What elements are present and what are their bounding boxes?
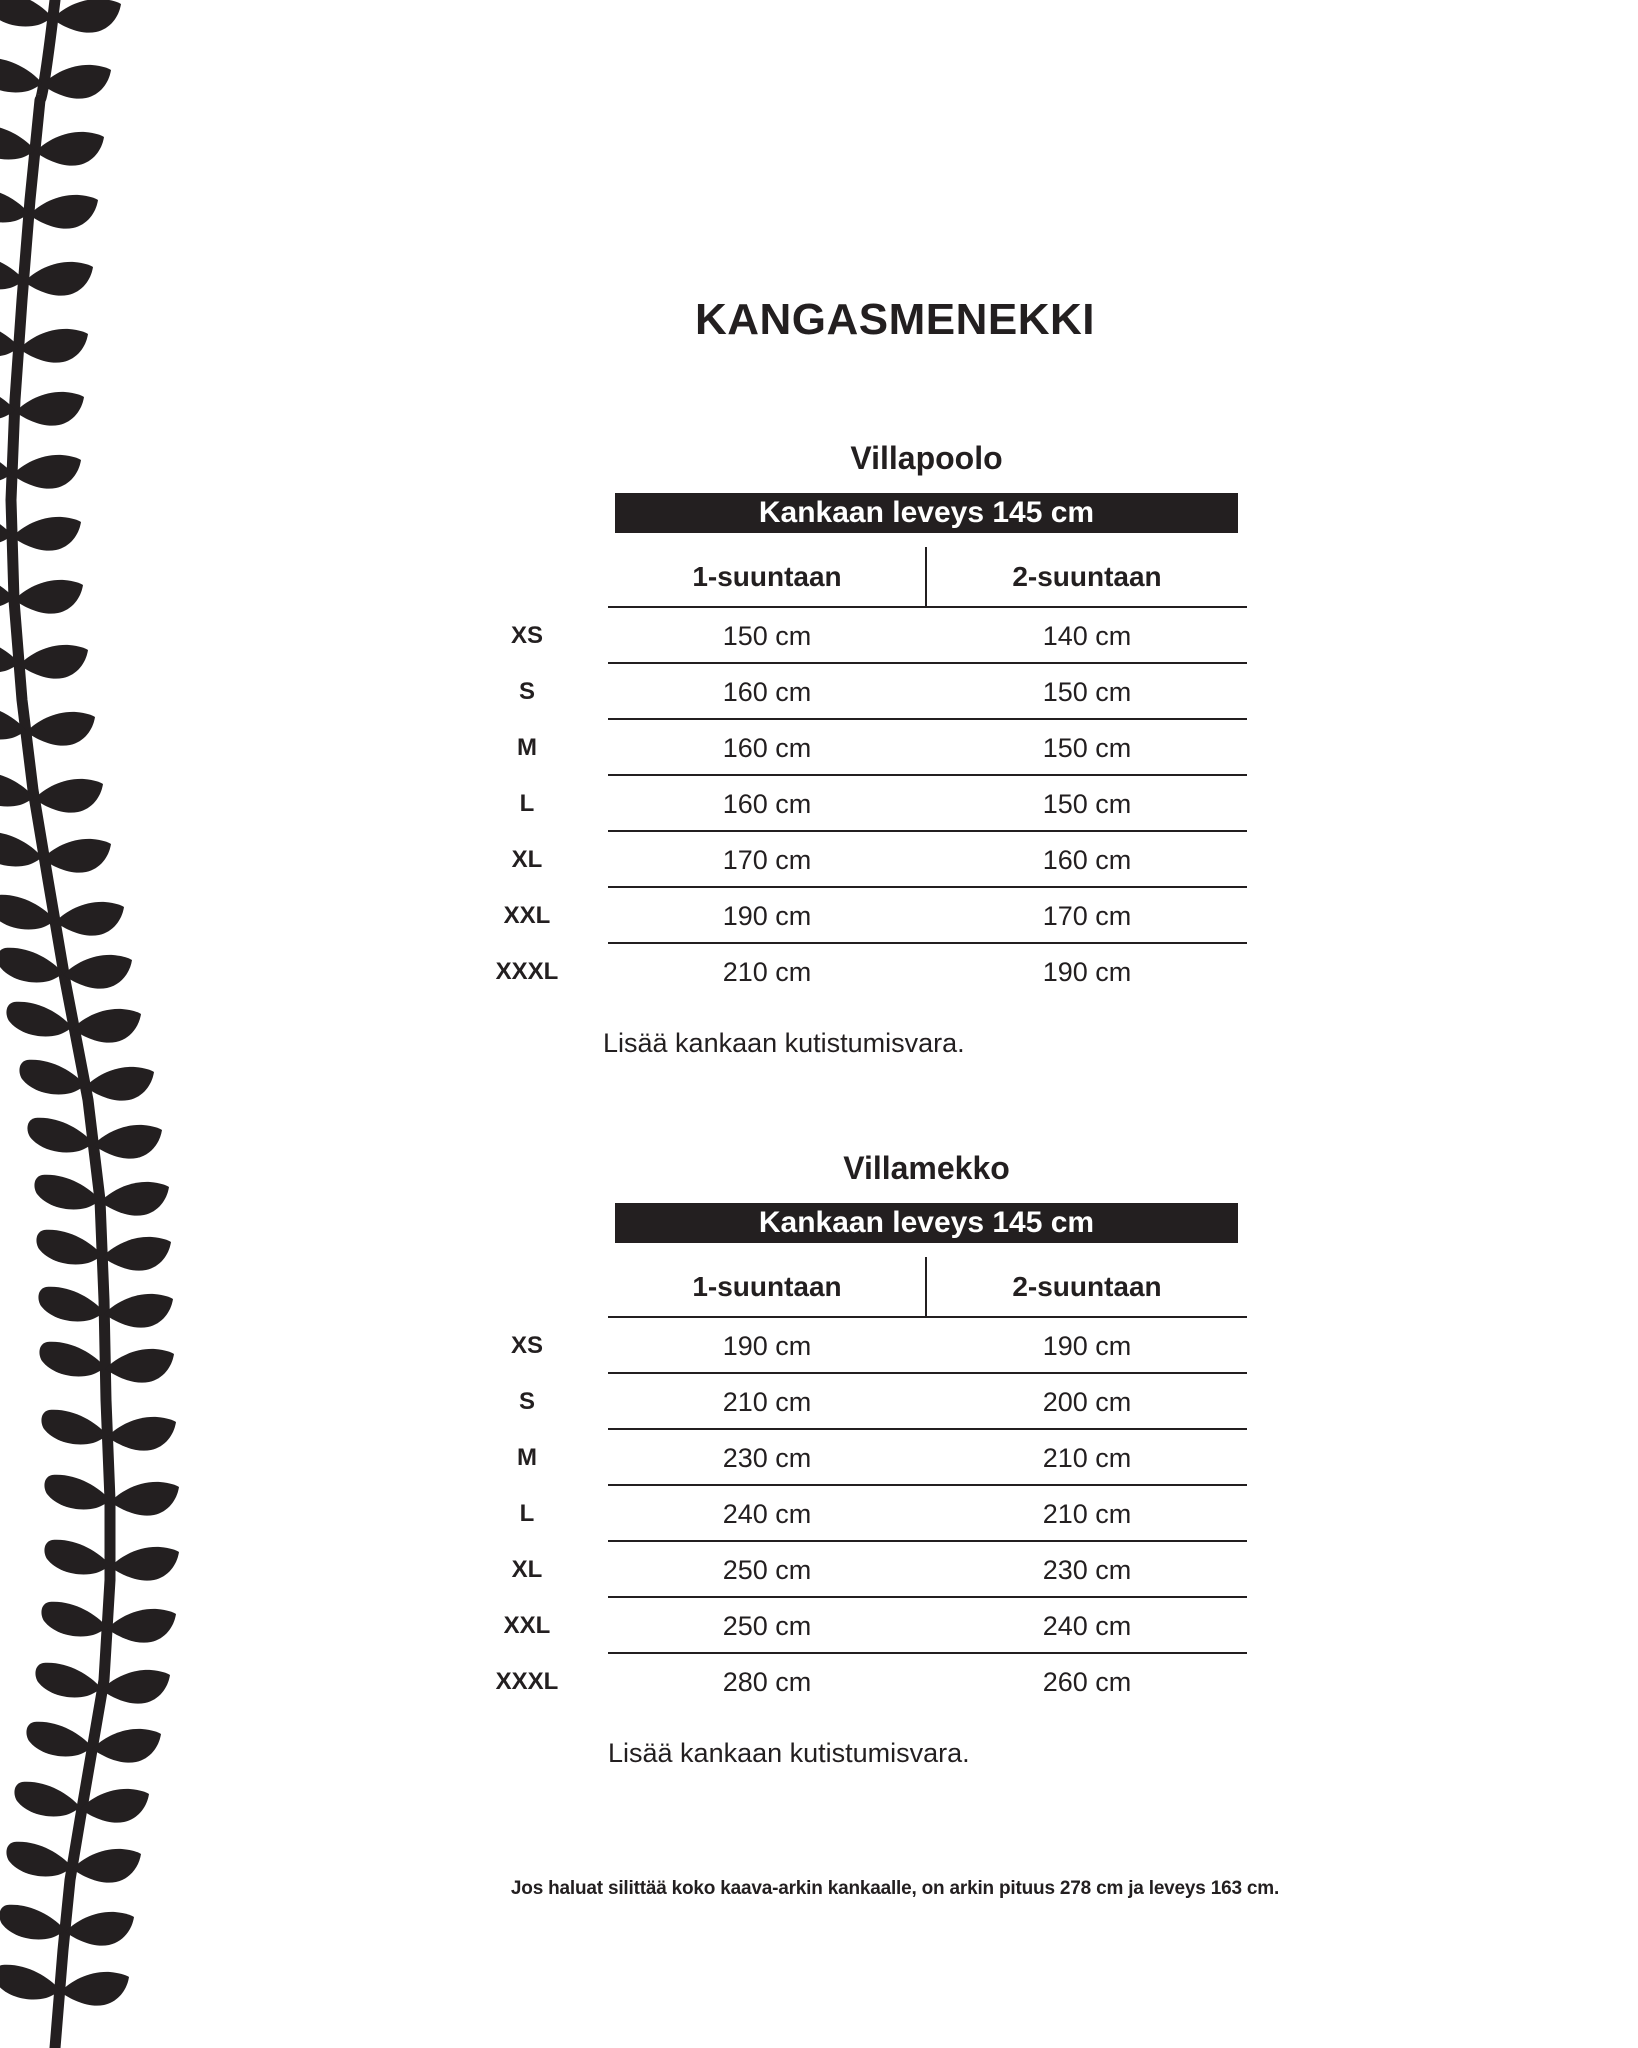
value-1-direction: 170 cm bbox=[722, 845, 812, 875]
value-1-direction: 280 cm bbox=[722, 1667, 812, 1697]
column-header-1-direction: 1-suuntaan bbox=[692, 1271, 842, 1302]
table-title: Villamekko bbox=[843, 1150, 1010, 1186]
column-header-1-direction: 1-suuntaan bbox=[692, 561, 842, 592]
table-row bbox=[480, 1598, 1247, 1654]
size-label: XXL bbox=[503, 902, 551, 929]
table-row bbox=[480, 1430, 1247, 1486]
value-1-direction: 210 cm bbox=[722, 957, 812, 987]
value-2-direction: 210 cm bbox=[1042, 1499, 1132, 1529]
size-label: XXXL bbox=[495, 958, 559, 985]
value-1-direction: 230 cm bbox=[722, 1443, 812, 1473]
value-2-direction: 150 cm bbox=[1042, 733, 1132, 763]
value-1-direction: 190 cm bbox=[722, 901, 812, 931]
table-row bbox=[480, 776, 1247, 832]
value-1-direction: 240 cm bbox=[722, 1499, 812, 1529]
size-label: XXXL bbox=[495, 1668, 559, 1695]
size-label: XXL bbox=[503, 1612, 551, 1639]
value-1-direction: 150 cm bbox=[722, 621, 812, 651]
size-label: L bbox=[519, 1500, 535, 1527]
table-row bbox=[480, 832, 1247, 888]
table-row bbox=[480, 1486, 1247, 1542]
value-2-direction: 150 cm bbox=[1042, 789, 1132, 819]
value-1-direction: 160 cm bbox=[722, 677, 812, 707]
size-label: M bbox=[517, 1444, 537, 1471]
size-label: XL bbox=[511, 846, 543, 873]
size-label: M bbox=[517, 734, 537, 761]
fabric-table-villamekko bbox=[0, 1150, 1638, 1903]
fabric-table-villapoolo bbox=[0, 440, 1638, 1193]
size-label: L bbox=[519, 790, 535, 817]
value-2-direction: 190 cm bbox=[1042, 1331, 1132, 1361]
value-2-direction: 260 cm bbox=[1042, 1667, 1132, 1697]
value-1-direction: 160 cm bbox=[722, 733, 812, 763]
value-1-direction: 210 cm bbox=[722, 1387, 812, 1417]
value-2-direction: 240 cm bbox=[1042, 1611, 1132, 1641]
shrinkage-note: Lisää kankaan kutistumisvara. bbox=[608, 1738, 970, 1768]
table-row bbox=[480, 1318, 1247, 1374]
size-label: XL bbox=[511, 1556, 543, 1583]
table-row bbox=[480, 888, 1247, 944]
column-header-2-direction: 2-suuntaan bbox=[1012, 561, 1162, 592]
table-row bbox=[480, 664, 1247, 720]
value-1-direction: 250 cm bbox=[722, 1611, 812, 1641]
value-2-direction: 210 cm bbox=[1042, 1443, 1132, 1473]
value-2-direction: 140 cm bbox=[1042, 621, 1132, 651]
value-2-direction: 230 cm bbox=[1042, 1555, 1132, 1585]
size-label: XS bbox=[510, 1332, 543, 1359]
table-row bbox=[480, 1654, 1247, 1710]
table-row bbox=[480, 1374, 1247, 1430]
value-1-direction: 250 cm bbox=[722, 1555, 812, 1585]
size-label: S bbox=[518, 1388, 535, 1415]
value-2-direction: 150 cm bbox=[1042, 677, 1132, 707]
table-title: Villapoolo bbox=[850, 440, 1003, 476]
value-2-direction: 160 cm bbox=[1042, 845, 1132, 875]
column-header-2-direction: 2-suuntaan bbox=[1012, 1271, 1162, 1302]
table-row bbox=[480, 944, 1247, 1000]
size-label: XS bbox=[510, 622, 543, 649]
value-2-direction: 170 cm bbox=[1042, 901, 1132, 931]
value-2-direction: 190 cm bbox=[1042, 957, 1132, 987]
shrinkage-note: Lisää kankaan kutistumisvara. bbox=[603, 1028, 965, 1058]
fabric-width-bar: Kankaan leveys 145 cm bbox=[615, 1203, 1238, 1243]
fabric-width-bar: Kankaan leveys 145 cm bbox=[615, 493, 1238, 533]
value-1-direction: 190 cm bbox=[722, 1331, 812, 1361]
value-1-direction: 160 cm bbox=[722, 789, 812, 819]
page-title: KANGASMENEKKI bbox=[694, 295, 1096, 344]
table-row bbox=[480, 608, 1247, 664]
value-2-direction: 200 cm bbox=[1042, 1387, 1132, 1417]
size-label: S bbox=[518, 678, 535, 705]
table-row bbox=[480, 720, 1247, 776]
table-row bbox=[480, 1542, 1247, 1598]
pattern-sheet-note: Jos haluat silittää koko kaava-arkin kankaalle, on arkin pituus 278 cm ja leveys 163 cm. bbox=[510, 1878, 1280, 1899]
